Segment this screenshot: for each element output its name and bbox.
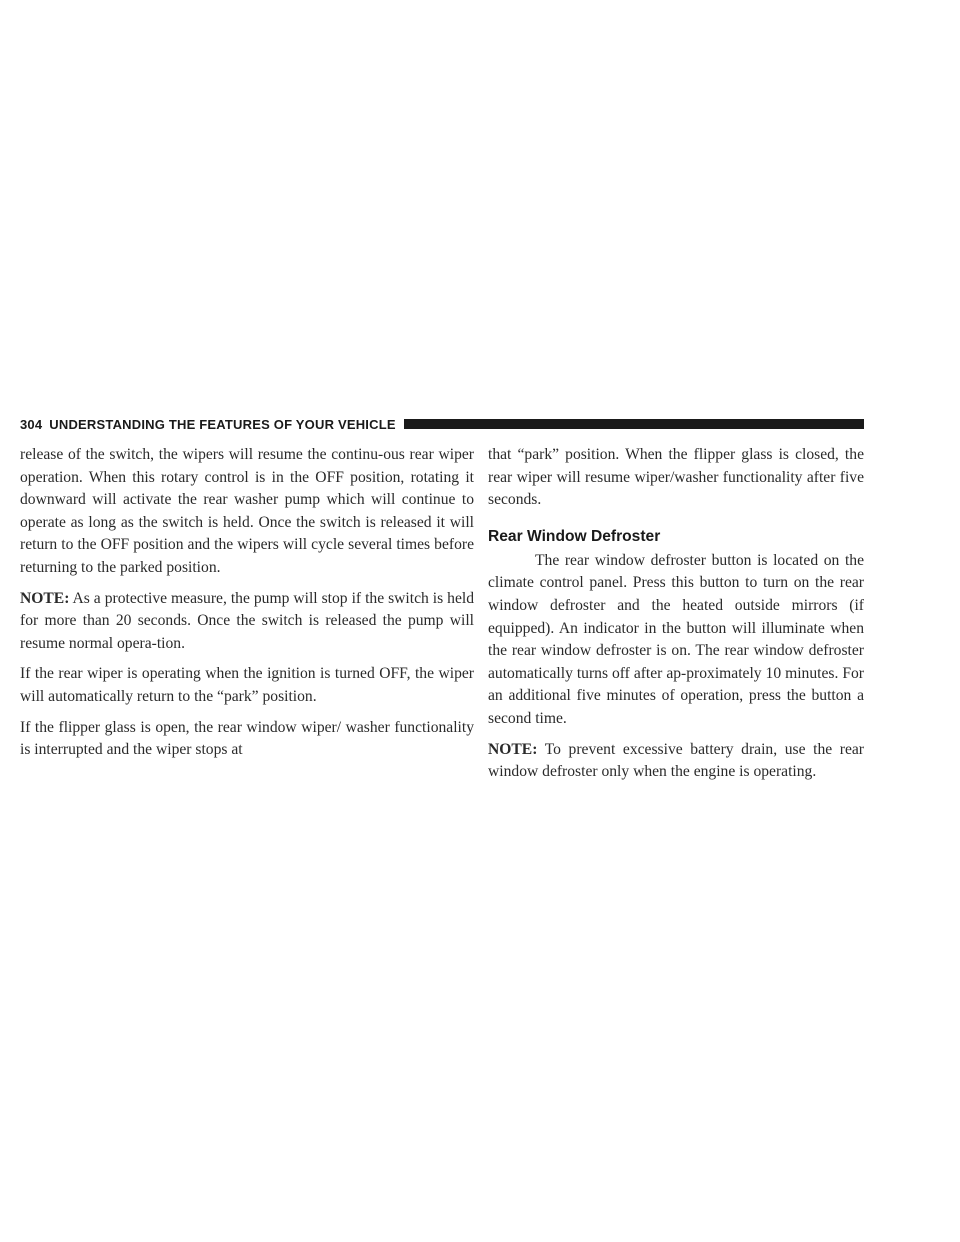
page-header [20,416,864,432]
header-rule [404,419,864,429]
section-title: UNDERSTANDING THE FEATURES OF YOUR VEHICLE [49,416,396,432]
paragraph-flipper-glass: If the flipper glass is open, the rear window wiper/ washer functionality is interrupted and the wiper stops at [20,718,474,759]
paragraph-park-position: that “park” position. When the flipper glass is closed, the rear wiper will resume wiper/washer functionality after five seconds. [488,446,864,509]
note-label: NOTE: [20,589,70,607]
note-pump-protection [20,588,474,656]
note-text: As a protective measure, the pump will stop if the switch is held for more than 20 seconds. Once the switch is released the pump will resume normal opera-tion. [20,589,474,652]
page-number: 304 [20,416,43,432]
paragraph-ignition-off: If the rear wiper is operating when the ignition is turned OFF, the wiper will automatically return to the “park” position. [20,665,474,705]
paragraph-defroster-description: The rear window defroster button is located on the climate control panel. Press this button to turn on the rear window defroster and the heated outside mirrors (if equipped). An indicator in the button will illuminate when the rear window defroster is on. The rear window defroster automatically turns off after ap-proximately 10 minutes. For an additional five minutes of operation, press the button a second time. [488,551,864,727]
heading-rear-window-defroster: Rear Window Defroster [488,527,661,545]
right-column [488,444,864,792]
paragraph-wiper-continuation: release of the switch, the wipers will resume the continu-ous rear wiper operation. When this rotary control is in the OFF position, rotating it downward will activate the rear washer pump which will continue to operate as long as the switch is held. Once the switch is released it will return to the OFF position and the wipers will cycle several times before returning to the parked position. [20,446,474,576]
note-battery-drain [488,739,864,784]
left-column [20,444,474,770]
note-label: NOTE: [488,740,538,758]
note-text: To prevent excessive battery drain, use the rear window defroster only when the engine is operating. [488,740,864,781]
